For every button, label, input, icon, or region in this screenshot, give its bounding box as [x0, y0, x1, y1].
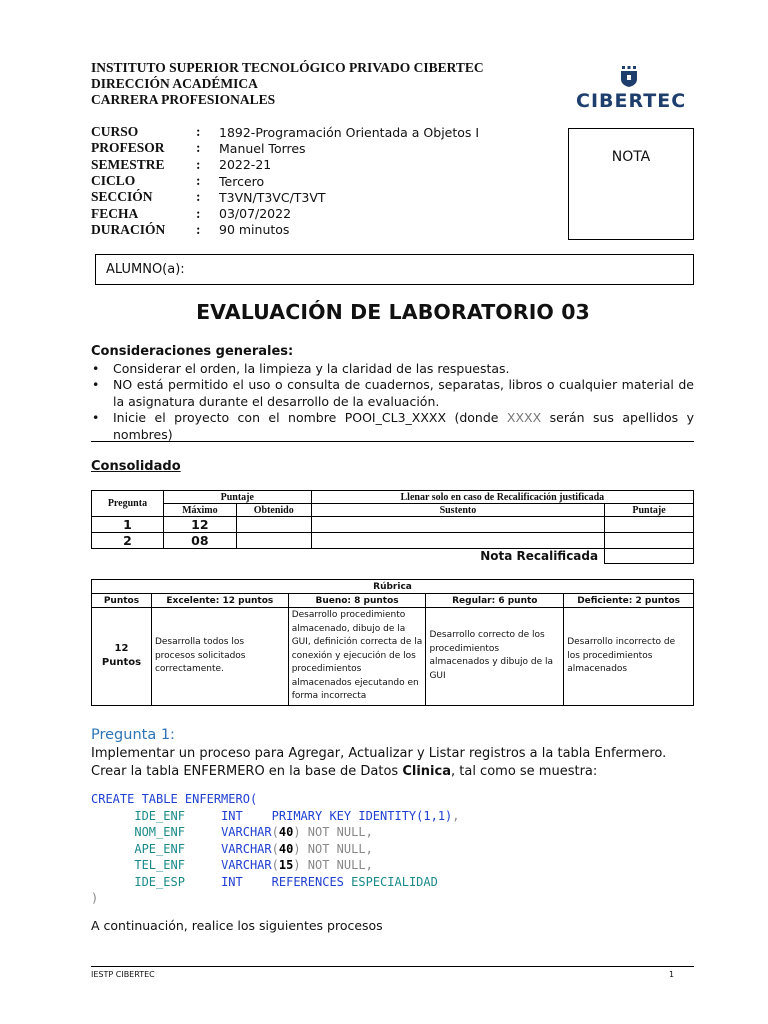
list-item — [91, 377, 694, 410]
table-row — [92, 608, 694, 706]
code-field: IDE_ESP — [134, 874, 185, 889]
project-name-code: POOI_CL3_XXXX — [344, 410, 447, 425]
header-puntaje-recal: Puntaje — [605, 504, 694, 517]
meta-colon: : — [196, 205, 201, 221]
question-text: , tal como se muestra: — [450, 764, 598, 779]
considerations-title: Consideraciones generales: — [91, 344, 294, 359]
list-item-text: Considerar el orden, la limpieza y la claridad de las respuestas. — [113, 360, 510, 376]
nota-recalificada-cell[interactable] — [605, 549, 694, 564]
student-label: ALUMNO(a): — [106, 262, 185, 277]
meta-row-semestre — [91, 157, 479, 173]
cell-pregunta: 1 — [92, 517, 164, 533]
grade-box[interactable] — [568, 128, 694, 240]
cell-puntaje[interactable] — [605, 517, 694, 533]
code-line: CREATE TABLE ENFERMERO( — [91, 792, 258, 806]
meta-colon: : — [196, 124, 201, 140]
meta-row-ciclo — [91, 173, 479, 189]
institution-header — [91, 60, 484, 108]
header-pregunta: Pregunta — [92, 491, 164, 517]
consolidated-title: Consolidado — [91, 459, 181, 474]
header-maximo: Máximo — [163, 504, 236, 517]
code-line — [91, 874, 460, 891]
meta-colon: : — [196, 156, 201, 172]
meta-row-profesor — [91, 140, 479, 156]
meta-value: 03/07/2022 — [219, 206, 292, 222]
header-puntaje: Puntaje — [163, 491, 311, 504]
cell-pregunta: 2 — [92, 533, 164, 549]
list-item — [91, 410, 694, 443]
code-field: NOM_ENF — [134, 825, 185, 839]
code-type: VARCHAR — [221, 858, 272, 872]
empty-cell — [236, 549, 311, 564]
course-metadata — [91, 124, 479, 238]
code-size: 40 — [278, 825, 294, 839]
meta-label: CICLO — [91, 173, 136, 189]
page-number: 1 — [669, 970, 675, 979]
cibertec-logo — [576, 66, 686, 114]
table-row — [92, 533, 694, 549]
question-text: Implementar un proceso para Agregar, Actualizar y Listar registros a la tabla Enfermero. Crear la tabla ENFERMERO en la base de Datos — [91, 746, 667, 779]
code-reference: ESPECIALIDAD — [351, 874, 438, 889]
meta-value: 1892-Programación Orientada a Objetos I — [219, 124, 480, 140]
code-line: ) — [91, 891, 99, 905]
rubric-header: Puntos — [92, 594, 152, 608]
code-line: NOM_ENF VARCHAR(40) NOT NULL, — [134, 825, 373, 839]
list-item-text: (donde — [446, 410, 507, 425]
empty-cell — [163, 549, 236, 564]
code-type: VARCHAR — [221, 825, 272, 839]
meta-label: SECCIÓN — [91, 189, 153, 205]
career-name: CARRERA PROFESIONALES — [91, 92, 276, 107]
rubric-deficiente: Desarrollo incorrecto de los procedimientos almacenados — [564, 608, 694, 706]
code-constraint: NOT NULL, — [300, 858, 373, 872]
footer-divider — [91, 966, 694, 967]
rubric-header: Regular: 6 punto — [426, 594, 564, 608]
cell-puntaje[interactable] — [605, 533, 694, 549]
database-name: Clinica — [402, 764, 451, 779]
code-constraint: REFERENCES — [271, 874, 344, 889]
rubric-bueno: Desarrollo procedimiento almacenado, dibujo de la GUI, definición correcta de la conexión y ejecución de los procedimientos almacenados ejecutando en forma incorrecta — [288, 608, 426, 706]
meta-value: Manuel Torres — [219, 140, 306, 156]
rubric-points: 12 Puntos — [92, 608, 152, 706]
header-sustento: Sustento — [311, 504, 604, 517]
code-constraint: NOT NULL, — [300, 841, 373, 856]
footer-institution: IESTP CIBERTEC — [91, 970, 155, 979]
meta-value: Tercero — [219, 173, 265, 189]
code-constraint: NOT NULL, — [300, 825, 373, 839]
code-type: INT — [221, 808, 243, 823]
question-1-title: Pregunta 1: — [91, 727, 175, 743]
logo-text: CIBERTEC — [576, 90, 687, 112]
cell-maximo: 08 — [163, 533, 236, 549]
meta-row-fecha — [91, 205, 479, 221]
nota-recalificada-label: Nota Recalificada — [480, 549, 599, 564]
divider — [91, 441, 694, 442]
question-1-text — [91, 745, 694, 781]
header-recalificacion: Llenar solo en caso de Recalificación justificada — [311, 491, 693, 504]
institution-name: INSTITUTO SUPERIOR TECNOLÓGICO PRIVADO CIBERTEC — [91, 60, 484, 75]
empty-cell — [92, 549, 164, 564]
meta-colon: : — [196, 173, 201, 189]
list-item-text: NO está permitido el uso o consulta de cuadernos, separatas, libros o cualquier material de la asignatura durante el desarrollo de la evaluación. — [113, 377, 694, 409]
meta-label: PROFESOR — [91, 140, 165, 156]
page-title: EVALUACIÓN DE LABORATORIO 03 — [196, 300, 590, 324]
meta-label: DURACIÓN — [91, 221, 166, 237]
code-line: TEL_ENF VARCHAR(15) NOT NULL, — [134, 858, 373, 872]
header-obtenido: Obtenido — [236, 504, 311, 517]
instructions-followup: A continuación, realice los siguientes procesos — [91, 918, 383, 933]
meta-label: CURSO — [91, 124, 139, 140]
meta-value: 2022-21 — [219, 157, 272, 173]
code-line — [91, 808, 460, 825]
meta-row-duracion — [91, 222, 479, 238]
rubric-excelente: Desarrolla todos los procesos solicitados correctamente. — [151, 608, 288, 706]
code-size: 40 — [278, 841, 294, 856]
sql-code-block — [91, 791, 460, 907]
meta-value: 90 minutos — [219, 222, 290, 238]
rubric-header: Deficiente: 2 puntos — [564, 594, 694, 608]
list-item — [91, 361, 694, 378]
meta-row-seccion — [91, 189, 479, 205]
code-punct: , — [452, 808, 460, 823]
meta-row-curso — [91, 124, 479, 140]
code-field: TEL_ENF — [134, 858, 185, 872]
meta-label: SEMESTRE — [91, 156, 165, 172]
code-line: APE_ENF VARCHAR(40) NOT NULL, — [134, 841, 373, 856]
cell-obtenido[interactable] — [236, 533, 311, 549]
code-field: IDE_ENF — [134, 808, 185, 823]
cell-obtenido[interactable] — [236, 517, 311, 533]
rubric-title: Rúbrica — [92, 580, 694, 594]
department-name: DIRECCIÓN ACADÉMICA — [91, 76, 258, 91]
table-row — [92, 517, 694, 533]
table-row — [92, 549, 694, 564]
code-type: INT — [221, 874, 243, 889]
grade-label: NOTA — [611, 149, 651, 165]
meta-value: T3VN/T3VC/T3VT — [219, 189, 326, 205]
cell-maximo: 12 — [163, 517, 236, 533]
rubric-header: Bueno: 8 puntos — [288, 594, 426, 608]
list-item-text: Inicie el proyecto con el nombre — [113, 410, 345, 425]
meta-label: FECHA — [91, 205, 139, 221]
student-name-box[interactable] — [95, 254, 694, 285]
rubric-header: Excelente: 12 puntos — [151, 594, 288, 608]
general-considerations — [91, 344, 694, 443]
considerations-list — [91, 361, 694, 444]
consolidated-table — [91, 490, 694, 564]
meta-colon: : — [196, 140, 201, 156]
cell-sustento[interactable] — [311, 517, 604, 533]
placeholder-code: XXXX — [506, 410, 542, 425]
code-field: APE_ENF — [134, 841, 185, 856]
cell-sustento[interactable] — [311, 533, 604, 549]
code-type: VARCHAR — [221, 841, 272, 856]
code-constraint: PRIMARY KEY IDENTITY(1,1) — [271, 808, 453, 823]
rubric-regular: Desarrollo correcto de los procedimientos almacenados y dibujo de la GUI — [426, 608, 564, 706]
meta-colon: : — [196, 221, 201, 237]
rubric-table — [91, 579, 694, 706]
shield-icon — [619, 66, 639, 88]
list-item-text: serán sus apellidos y nombres) — [113, 410, 695, 442]
code-size: 15 — [278, 858, 294, 872]
meta-colon: : — [196, 189, 201, 205]
